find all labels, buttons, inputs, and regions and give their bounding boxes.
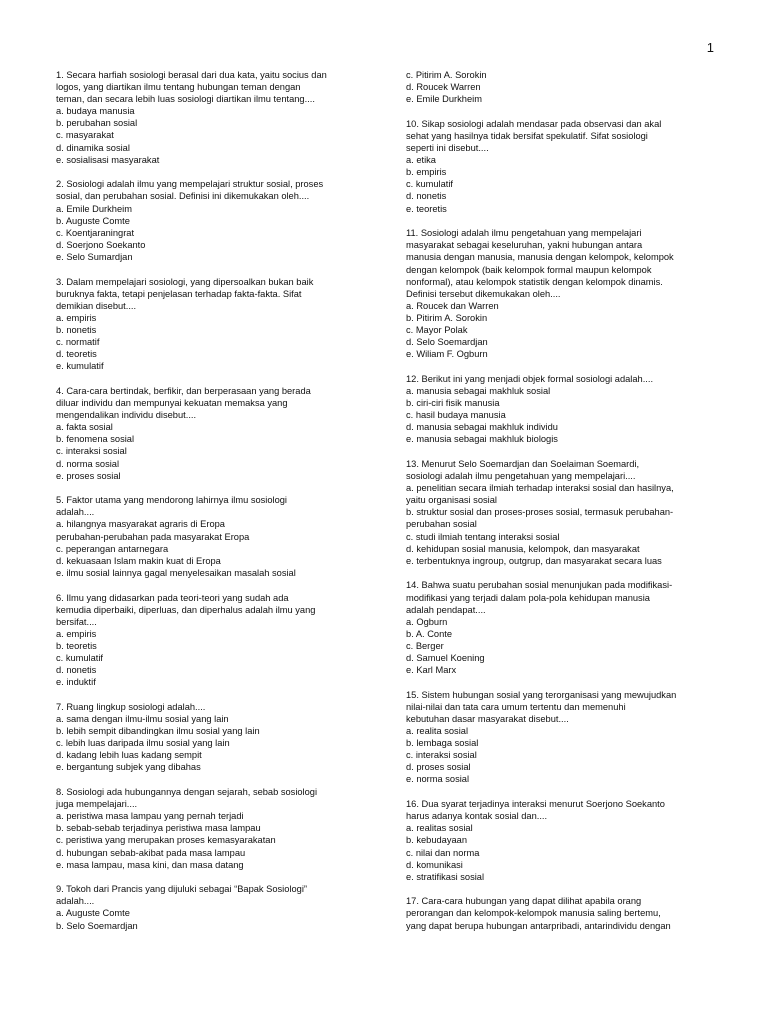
answer-option: a. realita sosial bbox=[406, 726, 469, 737]
question-text: 13. Menurut Selo Soemardjan dan Soelaiman Soemardi, sosiologi adalah ilmu pengetahuan yang mempelajari.... bbox=[406, 459, 640, 482]
answer-option: b. Pitirim A. Sorokin bbox=[406, 312, 488, 323]
answer-option: c. peristiwa yang merupakan proses kemasyarakatan bbox=[56, 835, 276, 846]
answer-option: e. sosialisasi masyarakat bbox=[56, 154, 160, 165]
answer-option: b. nonetis bbox=[56, 324, 97, 335]
answer-option: e. ilmu sosial lainnya gagal menyelesaikan masalah sosial bbox=[56, 567, 296, 578]
answer-option: c. peperangan antarnegara bbox=[56, 543, 169, 554]
answer-option: a. Roucek dan Warren bbox=[406, 300, 499, 311]
question-block bbox=[406, 798, 718, 883]
answer-option: d. manusia sebagai makhluk individu bbox=[406, 422, 558, 433]
answer-option: a. hilangnya masyarakat agraris di Eropa bbox=[56, 519, 225, 530]
answer-option: d. nonetis bbox=[406, 191, 447, 202]
answer-option: e. Wiliam F. Ogburn bbox=[406, 349, 488, 360]
answer-option: a. budaya manusia bbox=[56, 106, 135, 117]
answer-option: b. perubahan sosial bbox=[56, 118, 138, 129]
question-block bbox=[406, 579, 718, 676]
question-text: 17. Cara-cara hubungan yang dapat dilihat apabila orang perorangan dan kelompok-kelompok manusia saling bertemu, yang dapat berupa hubungan antarpribadi, antarindividu dengan bbox=[406, 896, 671, 931]
question-block bbox=[56, 592, 368, 689]
answer-option: e. masa lampau, masa kini, dan masa datang bbox=[56, 859, 244, 870]
answer-option: perubahan-perubahan pada masyarakat Eropa bbox=[56, 531, 250, 542]
question-text: 12. Berikut ini yang menjadi objek formal sosiologi adalah.... bbox=[406, 373, 654, 384]
question-text: 11. Sosiologi adalah ilmu pengetahuan yang mempelajari masyarakat sebagai keseluruhan, yakni hubungan antara manusia dengan manusia, manusia dengan kelompok, kelompok dengan kelompok (baik kelompok formal maupun kelompok nonformal), atau kelompok statistik dengan kelompok dinamis. Definisi tersebut dikemukakan oleh.... bbox=[406, 228, 674, 299]
answer-option: a. empiris bbox=[56, 628, 97, 639]
answer-option: d. dinamika sosial bbox=[56, 142, 130, 153]
question-text: 14. Bahwa suatu perubahan sosial menunjukan pada modifikasi- modifikasi yang terjadi dalam pola-pola kehidupan manusia adalah pendapat.... bbox=[406, 580, 673, 615]
question-text: 1. Secara harfiah sosiologi berasal dari dua kata, yaitu socius dan logos, yang diartikan ilmu tentang hubungan teman dengan teman, dan secara lebih luas sosiologi diartikan ilmu tentang.... bbox=[56, 70, 327, 105]
answer-option: d. Roucek Warren bbox=[406, 82, 481, 93]
answer-option: d. hubungan sebab-akibat pada masa lampau bbox=[56, 847, 246, 858]
answer-option: e. teoretis bbox=[406, 203, 447, 214]
answer-option: a. peristiwa masa lampau yang pernah terjadi bbox=[56, 811, 244, 822]
answer-option: c. hasil budaya manusia bbox=[406, 410, 506, 421]
answer-option: d. kehidupan sosial manusia, kelompok, dan masyarakat bbox=[406, 543, 640, 554]
answer-option: e. Emile Durkheim bbox=[406, 94, 482, 105]
answer-option: b. Auguste Comte bbox=[56, 215, 130, 226]
answer-option: e. norma sosial bbox=[406, 774, 470, 785]
question-text: 4. Cara-cara bertindak, berfikir, dan berperasaan yang berada diluar individu dan mempunyai kekuatan memaksa yang mengendalikan individu disebut.... bbox=[56, 385, 311, 421]
question-text: 7. Ruang lingkup sosiologi adalah.... bbox=[56, 701, 206, 712]
answer-option: c. Koentjaraningrat bbox=[56, 227, 135, 238]
answer-option: c. Pitirim A. Sorokin bbox=[406, 70, 487, 80]
question-text: 2. Sosiologi adalah ilmu yang mempelajari struktur sosial, proses sosial, dan perubahan sosial. Definisi ini dikemukakan oleh.... bbox=[56, 179, 324, 202]
answer-option: d. kadang lebih luas kadang sempit bbox=[56, 750, 202, 761]
question-block bbox=[406, 69, 718, 105]
answer-option: a. fakta sosial bbox=[56, 422, 113, 433]
question-text: 15. Sistem hubungan sosial yang terorganisasi yang mewujudkan nilai-nilai dan tata cara umum tertentu dan memenuhi kebutuhan dasar masyarakat disebut.... bbox=[406, 689, 677, 724]
right-column bbox=[406, 69, 718, 944]
answer-option: c. interaksi sosial bbox=[56, 446, 127, 457]
answer-option: e. manusia sebagai makhluk biologis bbox=[406, 434, 558, 445]
answer-option: d. Soerjono Soekanto bbox=[56, 239, 146, 250]
answer-option: a. penelitian secara ilmiah terhadap interaksi sosial dan hasilnya, yaitu organisasi sosial bbox=[406, 483, 674, 506]
answer-option: c. masyarakat bbox=[56, 130, 114, 141]
page-number: 1 bbox=[706, 40, 714, 55]
answer-option: c. normatif bbox=[56, 337, 100, 348]
answer-option: b. lembaga sosial bbox=[406, 738, 479, 749]
question-block bbox=[56, 883, 368, 931]
answer-option: c. Berger bbox=[406, 640, 444, 651]
question-block bbox=[406, 689, 718, 786]
answer-option: e. Karl Marx bbox=[406, 665, 457, 676]
question-block bbox=[56, 178, 368, 263]
answer-option: d. norma sosial bbox=[56, 458, 120, 469]
answer-option: a. Auguste Comte bbox=[56, 908, 130, 919]
answer-option: d. Samuel Koening bbox=[406, 653, 485, 663]
answer-option: d. nonetis bbox=[56, 665, 97, 676]
answer-option: e. Selo Sumardjan bbox=[56, 251, 133, 262]
answer-option: e. stratifikasi sosial bbox=[406, 871, 485, 882]
question-block bbox=[56, 494, 368, 579]
answer-option: c. kumulatif bbox=[406, 179, 454, 190]
question-text: 10. Sikap sosiologi adalah mendasar pada observasi dan akal sehat yang hasilnya tidak bersifat spekulatif. Sifat sosiologi seperti ini disebut.... bbox=[406, 118, 662, 154]
answer-option: b. fenomena sosial bbox=[56, 434, 135, 445]
answer-option: a. sama dengan ilmu-ilmu sosial yang lain bbox=[56, 713, 229, 724]
answer-option: b. teoretis bbox=[56, 640, 97, 651]
question-text: 8. Sosiologi ada hubungannya dengan sejarah, sebab sosiologi juga mempelajari.... bbox=[56, 787, 318, 810]
answer-option: a. etika bbox=[406, 155, 436, 166]
answer-option: b. sebab-sebab terjadinya peristiwa masa lampau bbox=[56, 823, 261, 834]
question-block bbox=[56, 69, 368, 166]
answer-option: c. studi ilmiah tentang interaksi sosial bbox=[406, 531, 560, 542]
answer-option: b. A. Conte bbox=[406, 628, 452, 639]
answer-option: e. proses sosial bbox=[56, 470, 121, 481]
question-block bbox=[406, 227, 718, 360]
question-block bbox=[56, 385, 368, 482]
question-block bbox=[406, 118, 718, 215]
question-block bbox=[56, 276, 368, 373]
answer-option: c. lebih luas daripada ilmu sosial yang lain bbox=[56, 738, 230, 749]
answer-option: a. empiris bbox=[56, 312, 97, 323]
answer-option: a. Emile Durkheim bbox=[56, 203, 132, 214]
answer-option: d. komunikasi bbox=[406, 859, 463, 870]
answer-option: d. kekuasaan Islam makin kuat di Eropa bbox=[56, 555, 221, 566]
answer-option: e. terbentuknya ingroup, outgrup, dan masyarakat secara luas bbox=[406, 555, 662, 566]
question-text: 16. Dua syarat terjadinya interaksi menurut Soerjono Soekanto harus adanya kontak sosial dan.... bbox=[406, 799, 665, 822]
answer-option: a. realitas sosial bbox=[406, 823, 473, 834]
answer-option: b. Selo Soemardjan bbox=[56, 920, 138, 931]
answer-option: d. proses sosial bbox=[406, 762, 471, 773]
answer-option: d. teoretis bbox=[56, 349, 97, 360]
answer-option: c. interaksi sosial bbox=[406, 750, 477, 761]
answer-option: b. struktur sosial dan proses-proses sosial, termasuk perubahan- perubahan sosial bbox=[406, 507, 674, 530]
answer-option: b. kebudayaan bbox=[406, 835, 467, 846]
answer-option: e. bergantung subjek yang dibahas bbox=[56, 762, 201, 773]
question-block bbox=[406, 895, 718, 931]
answer-option: b. empiris bbox=[406, 167, 447, 178]
question-text: 3. Dalam mempelajari sosiologi, yang dipersoalkan bukan baik buruknya fakta, tetapi penjelasan terhadap fakta-fakta. Sifat demikian disebut.... bbox=[56, 276, 314, 311]
answer-option: c. nilai dan norma bbox=[406, 847, 480, 858]
answer-option: b. ciri-ciri fisik manusia bbox=[406, 398, 500, 409]
question-block bbox=[56, 701, 368, 774]
answer-option: a. Ogburn bbox=[406, 616, 448, 627]
answer-option: e. induktif bbox=[56, 677, 96, 688]
answer-option: c. Mayor Polak bbox=[406, 324, 468, 335]
answer-option: a. manusia sebagai makhluk sosial bbox=[406, 385, 551, 396]
answer-option: e. kumulatif bbox=[56, 361, 104, 372]
question-block bbox=[406, 458, 718, 567]
question-block bbox=[56, 786, 368, 871]
answer-option: c. kumulatif bbox=[56, 653, 104, 663]
answer-option: d. Selo Soemardjan bbox=[406, 337, 488, 348]
question-text: 5. Faktor utama yang mendorong lahirnya ilmu sosiologi adalah.... bbox=[56, 495, 287, 518]
answer-option: b. lebih sempit dibandingkan ilmu sosial yang lain bbox=[56, 726, 260, 737]
question-text: 6. Ilmu yang didasarkan pada teori-teori yang sudah ada kemudia diperbaiki, diperluas, dan diperhalus adalah ilmu yang bersifat.... bbox=[56, 592, 316, 627]
left-column bbox=[56, 69, 368, 944]
question-text: 9. Tokoh dari Prancis yang dijuluki sebagai “Bapak Sosiologi” adalah.... bbox=[56, 884, 307, 907]
question-block bbox=[406, 373, 718, 446]
